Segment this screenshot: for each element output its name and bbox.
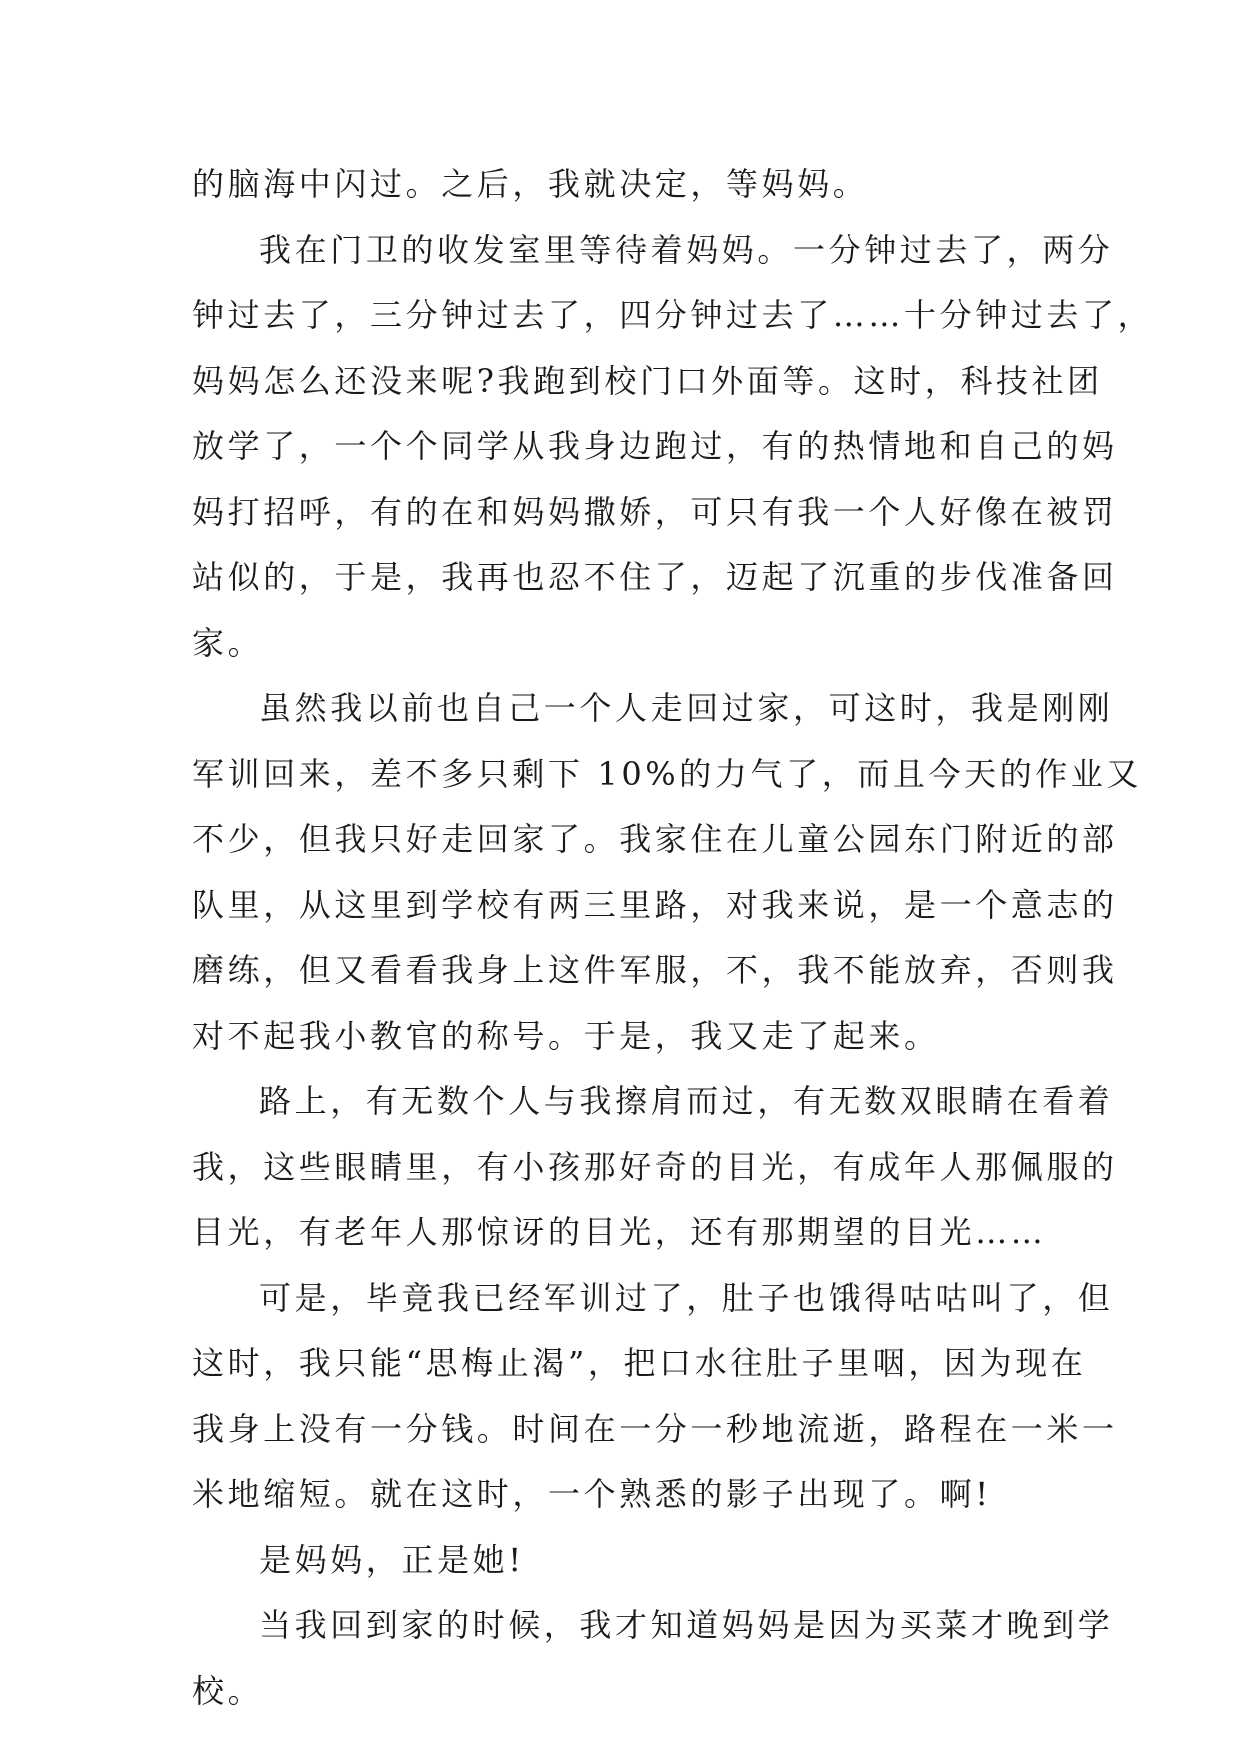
text-line: 的脑海中闪过。之后，我就决定，等妈妈。 xyxy=(192,165,869,203)
text-line: 对不起我小教官的称号。于是，我又走了起来。 xyxy=(192,1016,940,1055)
text-line: 妈打招呼，有的在和妈妈撒娇，可只有我一个人好像在被罚 xyxy=(192,492,1118,531)
text-line: 站似的，于是，我再也忍不住了，迈起了沉重的步伐准备回 xyxy=(192,558,1118,596)
text-line: 校。 xyxy=(192,1671,264,1710)
text-line: 可是，毕竟我已经军训过了，肚子也饿得咕咕叫了，但 xyxy=(259,1278,1114,1317)
text-line: 是妈妈，正是她! xyxy=(259,1540,525,1579)
text-line: 不少，但我只好走回家了。我家住在儿童公园东门附近的部 xyxy=(192,820,1118,858)
text-line: 虽然我以前也自己一个人走回过家，可这时，我是刚刚 xyxy=(259,689,1114,727)
text-line: 我在门卫的收发室里等待着妈妈。一分钟过去了，两分 xyxy=(259,230,1114,269)
text-line: 妈妈怎么还没来呢?我跑到校门口外面等。这时，科技社团 xyxy=(192,361,1103,400)
text-line: 目光，有老年人那惊讶的目光，还有那期望的目光…… xyxy=(192,1213,1047,1251)
body-text xyxy=(192,152,1154,1724)
text-line: 当我回到家的时候，我才知道妈妈是因为买菜才晚到学 xyxy=(259,1606,1114,1644)
text-line: 队里，从这里到学校有两三里路，对我来说，是一个意志的 xyxy=(192,885,1118,924)
text-line: 这时，我只能“思梅止渴”，把口水往肚子里咽，因为现在 xyxy=(192,1344,1087,1382)
text-line: 磨练，但又看看我身上这件军服，不，我不能放弃，否则我 xyxy=(192,951,1118,989)
text-line: 我，这些眼睛里，有小孩那好奇的目光，有成年人那佩服的 xyxy=(192,1147,1118,1186)
text-line: 军训回来，差不多只剩下 10%的力气了，而且今天的作业又 xyxy=(192,754,1143,793)
text-line: 钟过去了，三分钟过去了，四分钟过去了……十分钟过去了， xyxy=(192,296,1154,334)
text-line: 米地缩短。就在这时，一个熟悉的影子出现了。啊! xyxy=(192,1475,992,1513)
text-line: 家。 xyxy=(192,623,264,662)
text-line: 路上，有无数个人与我擦肩而过，有无数双眼睛在看着 xyxy=(259,1082,1114,1120)
text-line: 我身上没有一分钱。时间在一分一秒地流逝，路程在一米一 xyxy=(192,1409,1118,1448)
text-line: 放学了，一个个同学从我身边跑过，有的热情地和自己的妈 xyxy=(192,427,1118,465)
